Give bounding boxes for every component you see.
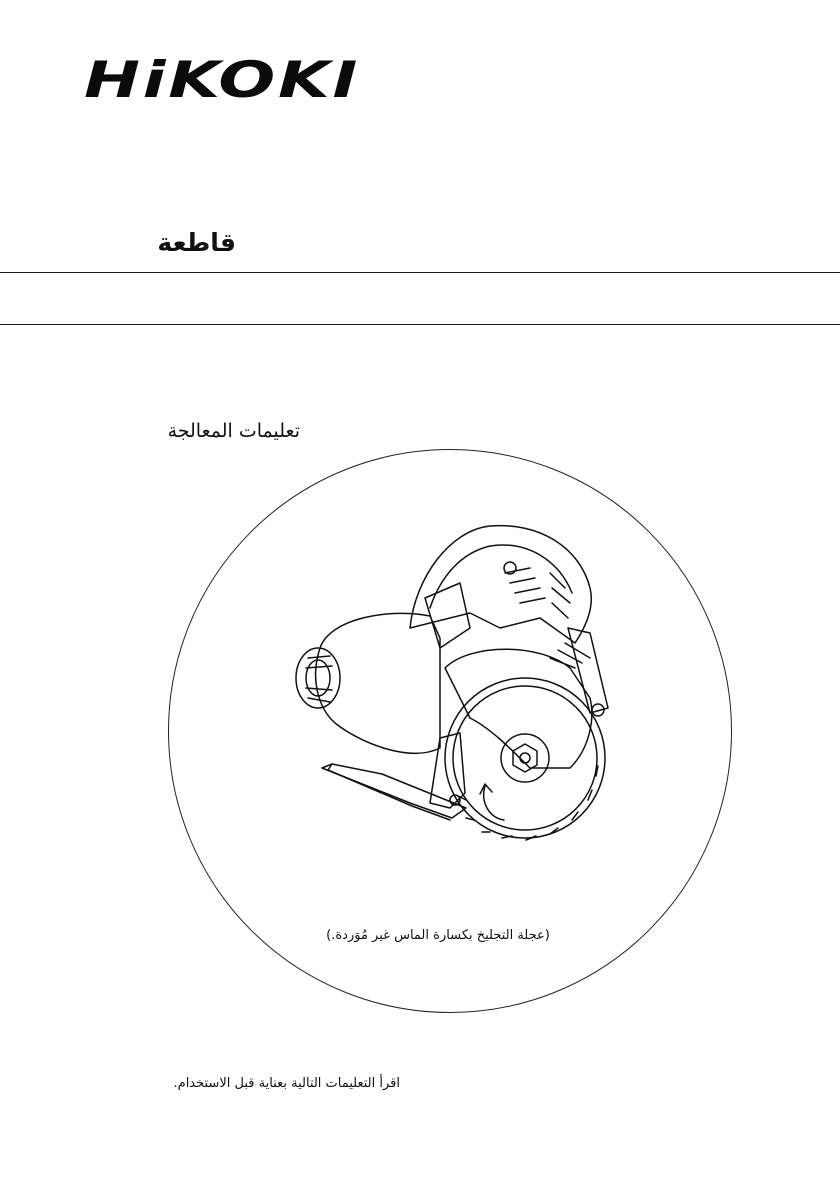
- diamond-blade: [445, 678, 605, 838]
- arbor-flange: [501, 734, 549, 782]
- illustration-caption: (عجلة التجليخ بكسارة الماس غير مُوَردة.): [326, 928, 550, 943]
- base-plate: [322, 764, 466, 818]
- top-divider: [0, 272, 840, 273]
- section-title: تعليمات المعالجة: [167, 420, 300, 442]
- logo-text: HiKOKI: [84, 52, 360, 104]
- blade-guard: [445, 649, 592, 768]
- bottom-divider: [0, 324, 840, 325]
- rotation-arrow: [484, 786, 504, 820]
- trigger: [425, 583, 470, 648]
- product-title: قاطعة: [157, 228, 236, 257]
- motor-housing: [316, 613, 440, 753]
- read-instructions-notice: اقرأ التعليمات التالية بعناية قبل الاستخدام.: [173, 1076, 400, 1091]
- hikoki-logo: [84, 52, 364, 104]
- arbor-nut: [513, 744, 537, 772]
- diamond-cutter-tool-illustration: [290, 518, 630, 858]
- top-handle: [410, 526, 591, 643]
